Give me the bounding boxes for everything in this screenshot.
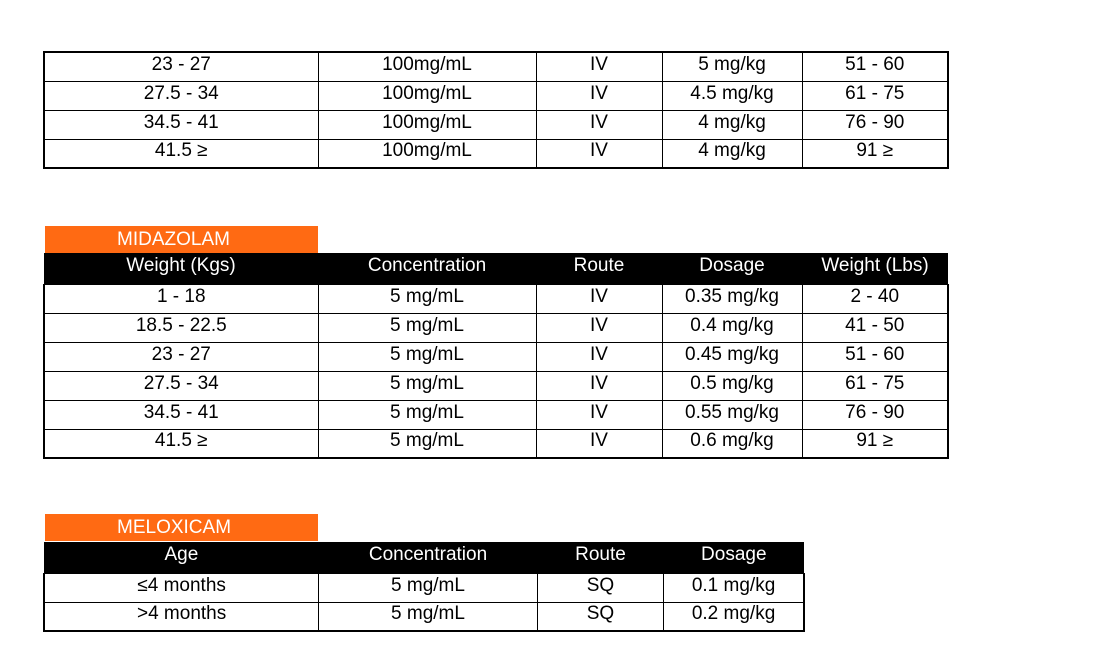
table-cell: 5 mg/mL: [318, 285, 536, 314]
table-cell: ≤4 months: [44, 574, 319, 603]
table-cell: 51 - 60: [802, 52, 948, 82]
table-cell: 5 mg/mL: [319, 603, 538, 632]
table-cell: 34.5 - 41: [44, 111, 318, 140]
table-cell: SQ: [537, 603, 663, 632]
table-cell: 41.5 ≥: [44, 430, 318, 459]
table-cell: IV: [536, 285, 662, 314]
table-cell: 61 - 75: [802, 372, 948, 401]
table-cell: 0.5 mg/kg: [662, 372, 802, 401]
table-cell: 51 - 60: [802, 343, 948, 372]
table-row: [44, 82, 948, 111]
table-cell: 41 - 50: [802, 314, 948, 343]
table-cell: 91 ≥: [802, 140, 948, 169]
table-cell: 1 - 18: [44, 285, 318, 314]
table-cell: 100mg/mL: [318, 82, 536, 111]
table-cell: >4 months: [44, 603, 319, 632]
table-cell: IV: [536, 314, 662, 343]
table-cell: 91 ≥: [802, 430, 948, 459]
table-cell: 5 mg/kg: [662, 52, 802, 82]
table-row: [44, 372, 948, 401]
table-cell: SQ: [537, 574, 663, 603]
table-row: [44, 111, 948, 140]
column-header: Route: [537, 542, 663, 574]
table-cell: 0.55 mg/kg: [662, 401, 802, 430]
table-cell: 5 mg/mL: [318, 401, 536, 430]
table-row: [44, 140, 948, 169]
table-cell: 5 mg/mL: [318, 430, 536, 459]
midazolam-title: MIDAZOLAM: [45, 226, 318, 253]
table-row: [44, 52, 948, 82]
column-header: Dosage: [662, 253, 802, 285]
table-cell: 4.5 mg/kg: [662, 82, 802, 111]
table-row: [44, 603, 804, 632]
table-cell: IV: [536, 82, 662, 111]
table-cell: IV: [536, 52, 662, 82]
table-cell: 23 - 27: [44, 343, 318, 372]
table-cell: IV: [536, 343, 662, 372]
table-header-row: [44, 253, 948, 285]
table-cell: IV: [536, 372, 662, 401]
column-header: Weight (Kgs): [44, 253, 318, 285]
table-row: [44, 401, 948, 430]
column-header: Route: [536, 253, 662, 285]
table-cell: 5 mg/mL: [318, 372, 536, 401]
table-header-row: [44, 542, 804, 574]
table-row: [44, 314, 948, 343]
table-cell: 5 mg/mL: [318, 314, 536, 343]
table-cell: 27.5 - 34: [44, 372, 318, 401]
midazolam-table: [43, 253, 949, 459]
table-cell: 27.5 - 34: [44, 82, 318, 111]
table-cell: 41.5 ≥: [44, 140, 318, 169]
column-header: Age: [44, 542, 319, 574]
table-row: [44, 285, 948, 314]
table-cell: IV: [536, 401, 662, 430]
table-cell: 0.35 mg/kg: [662, 285, 802, 314]
table-cell: 5 mg/mL: [319, 574, 538, 603]
table-cell: 5 mg/mL: [318, 343, 536, 372]
table-cell: IV: [536, 430, 662, 459]
table-cell: 18.5 - 22.5: [44, 314, 318, 343]
table-cell: 76 - 90: [802, 401, 948, 430]
table-cell: 76 - 90: [802, 111, 948, 140]
table-cell: IV: [536, 111, 662, 140]
table-cell: 23 - 27: [44, 52, 318, 82]
table-cell: 2 - 40: [802, 285, 948, 314]
table-cell: 100mg/mL: [318, 52, 536, 82]
table-cell: 61 - 75: [802, 82, 948, 111]
table-cell: IV: [536, 140, 662, 169]
table-cell: 0.45 mg/kg: [662, 343, 802, 372]
meloxicam-table: [43, 542, 805, 632]
column-header: Concentration: [319, 542, 538, 574]
table-cell: 100mg/mL: [318, 111, 536, 140]
table-row: [44, 343, 948, 372]
meloxicam-title: MELOXICAM: [45, 514, 318, 541]
table-cell: 0.6 mg/kg: [662, 430, 802, 459]
table-cell: 0.1 mg/kg: [664, 574, 804, 603]
table-cell: 0.4 mg/kg: [662, 314, 802, 343]
table-cell: 4 mg/kg: [662, 111, 802, 140]
column-header: Dosage: [664, 542, 804, 574]
column-header: Concentration: [318, 253, 536, 285]
table-cell: 4 mg/kg: [662, 140, 802, 169]
table-row: [44, 430, 948, 459]
column-header: Weight (Lbs): [802, 253, 948, 285]
table-cell: 100mg/mL: [318, 140, 536, 169]
table-row: [44, 574, 804, 603]
table-cell: 0.2 mg/kg: [664, 603, 804, 632]
dosage-table-top: [43, 51, 949, 169]
table-cell: 34.5 - 41: [44, 401, 318, 430]
